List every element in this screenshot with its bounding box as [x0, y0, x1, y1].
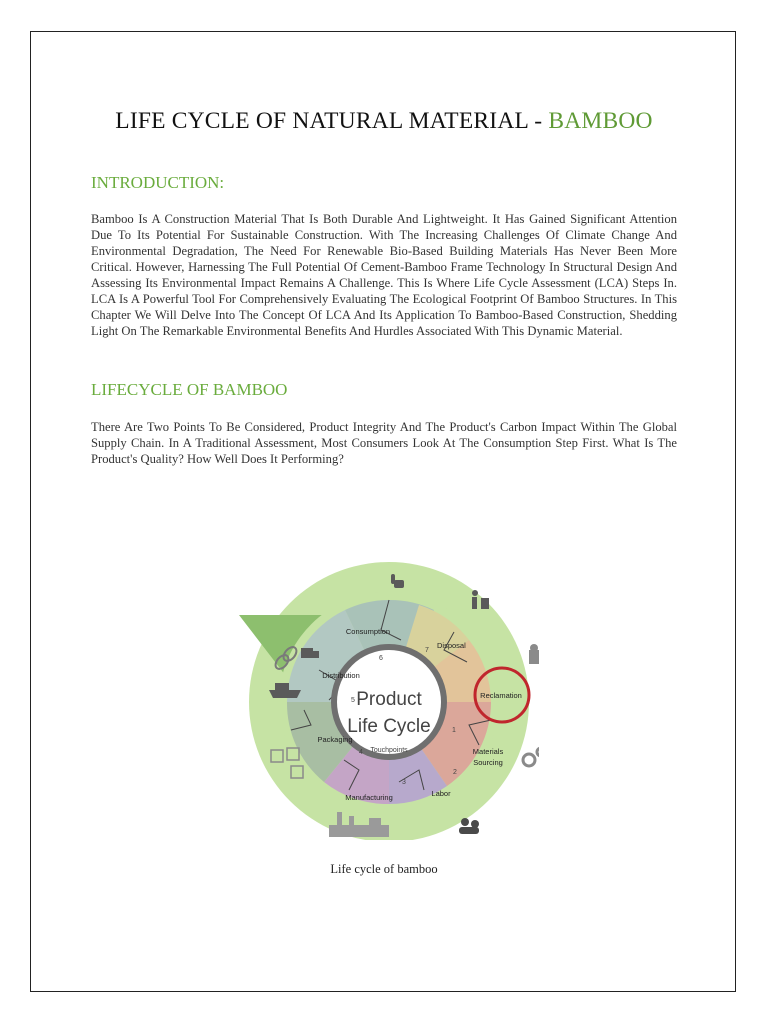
number-consumption: 6 — [379, 655, 383, 662]
lifecycle-heading: LIFECYCLE OF BAMBOO — [91, 380, 288, 399]
title-main: LIFE CYCLE OF NATURAL MATERIAL - — [115, 108, 549, 134]
number-manufacturing: 3 — [402, 779, 406, 786]
introduction-heading: INTRODUCTION: — [91, 173, 225, 192]
lifecycle-paragraph: There Are Two Points To Be Considered, Product Integrity And The Product's Carbon Impact Within The Global Supply Chain. In A Traditional Assessment, Most Consumers Look At The Consumption Step First. What Is The Product's Quality? How Well Does It Performing? — [91, 420, 677, 466]
label-consumption: Consumption — [345, 627, 391, 636]
number-disposal: 7 — [425, 647, 429, 654]
label-labor: Labor — [431, 789, 451, 798]
life-cycle-diagram — [229, 520, 539, 840]
center-title-line1: Product — [356, 689, 422, 710]
gears-icon — [523, 748, 539, 766]
label-disposal: Disposal — [437, 641, 466, 650]
workers-icon — [459, 818, 479, 834]
title-accent: BAMBOO — [548, 108, 653, 134]
label-reclamation: Reclamation — [480, 691, 522, 700]
introduction-paragraph: Bamboo Is A Construction Material That Is Both Durable And Lightweight. It Has Gained Significant Attention Due To Its Potential For Sustainable Construction. With The Increasing Challenges Of Climate Change And Environmental Degradation, The Need For Renewable Bio-Based Building Materials Has Never Been More Critical. However, Harnessing The Full Potential Of Cement-Bamboo Frame Technology In Structural Design And Assessing Its Environmental Impact Remains A Challenge. This Is Where Life Cycle Assessment (LCA) Steps In. LCA Is A Powerful Tool For Comprehensively Evaluating The Ecological Footprint Of Bamboo Structures. In This Chapter We Will Delve Into The Concept Of LCA And Its Application To Bamboo-Based Construction, Shedding Light On The Remarkable Environmental Benefits And Hurdles Associated With This Dynamic Material. — [91, 212, 677, 338]
center-subtitle: Touchpoints — [370, 747, 408, 754]
number-packaging: 4 — [359, 749, 363, 756]
number-labor: 2 — [453, 769, 457, 776]
life-cycle-diagram-svg — [229, 520, 539, 840]
number-distribution: 5 — [351, 697, 355, 704]
center-title-line2: Life Cycle — [347, 716, 431, 737]
label-packaging: Packaging — [317, 735, 353, 744]
document-page — [30, 31, 736, 992]
label-materials-line1: Materials — [472, 747, 504, 756]
label-materials-line2: Sourcing — [473, 758, 503, 767]
puzzle-icon — [529, 644, 539, 664]
number-materials: 1 — [452, 727, 456, 734]
label-manufacturing: Manufacturing — [345, 793, 393, 802]
label-distribution: Distribution — [322, 671, 360, 680]
figure-caption: Life cycle of bamboo — [330, 862, 438, 876]
page-title — [31, 108, 737, 135]
